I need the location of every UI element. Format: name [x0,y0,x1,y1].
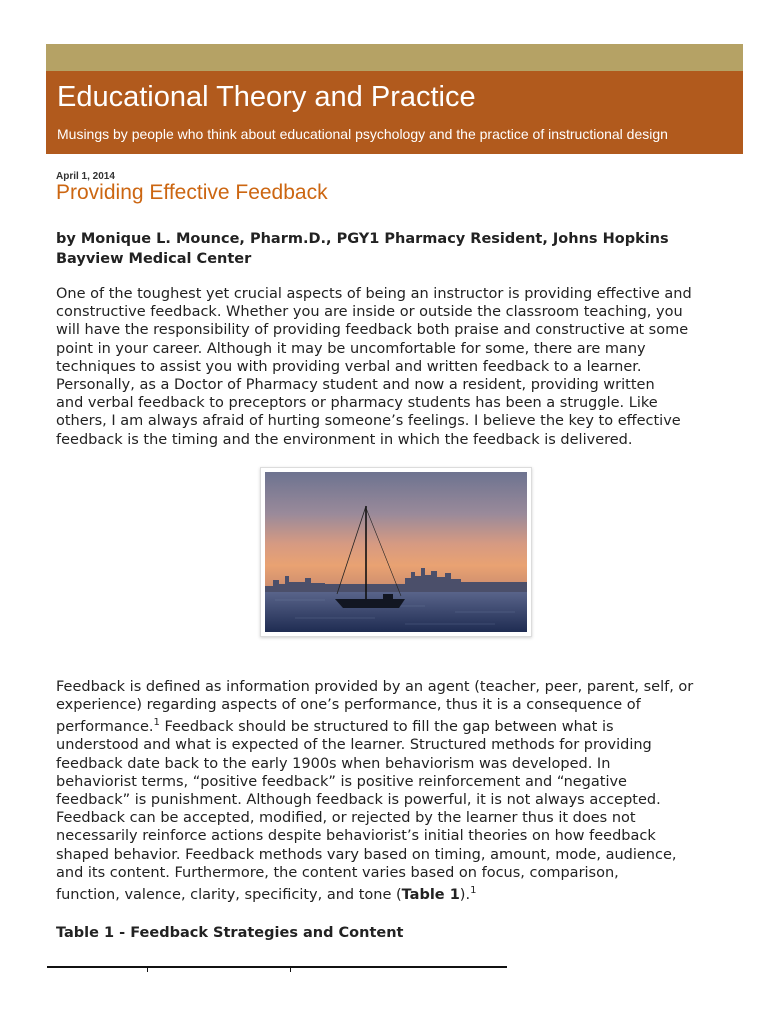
text-segment: performance. [56,719,154,736]
post-title[interactable]: Providing Effective Feedback [56,181,328,204]
text-line: feedback date back to the early 1900s when behaviorism was developed. In [56,755,611,772]
table-top-border [47,966,507,968]
sailboat-photo [260,467,532,637]
paragraph-definition [56,678,736,904]
blog-header [46,71,743,154]
text-line: will have the responsibility of providing feedback both praise and constructive at some [56,322,689,339]
text-line: techniques to assist you with providing verbal and written feedback to a learner. [56,358,642,375]
text-line: point in your career. Although it may be uncomfortable for some, there are many [56,340,646,357]
text-line: necessarily reinforce actions despite behaviorist’s initial theories on how feedback [56,828,656,845]
byline-line: Bayview Medical Center [56,251,252,267]
text-line [56,882,736,904]
text-segment: Feedback should be structured to fill the gap between what is [159,719,614,736]
text-line: shaped behavior. Feedback methods vary based on timing, amount, mode, audience, [56,846,677,863]
text-line: One of the toughest yet crucial aspects of being an instructor is providing effective and [56,286,692,302]
text-line: feedback is the timing and the environment in which the feedback is delivered. [56,431,633,448]
text-line: constructive feedback. Whether you are inside or outside the classroom teaching, you [56,304,683,321]
text-line: and verbal feedback to preceptors or pharmacy students has been a struggle. Like [56,395,658,412]
paragraph-intro [56,285,736,449]
table-reference: Table 1 [401,886,460,903]
blog-description: Musings by people who think about educational psychology and the practice of instructional design [57,126,668,142]
citation-superscript: 1 [470,885,477,897]
text-segment: function, valence, clarity, specificity, and tone ( [56,886,402,903]
citation-superscript: 1 [153,717,160,729]
text-segment: ). [459,886,471,903]
sailboat-sunset-image [265,472,527,632]
post-byline [56,229,716,269]
text-line [56,714,736,736]
byline-line: by Monique L. Mounce, Pharm.D., PGY1 Pharmacy Resident, Johns Hopkins [56,231,669,247]
text-line: Feedback is defined as information provided by an agent (teacher, peer, parent, self, or [56,679,694,695]
table-column-divider [290,966,291,972]
text-line: Personally, as a Doctor of Pharmacy student and now a resident, providing written [56,377,655,394]
post-date: April 1, 2014 [56,171,115,182]
blog-title[interactable]: Educational Theory and Practice [57,81,476,113]
text-line: experience) regarding aspects of one’s performance, thus it is a consequence of [56,697,641,714]
text-line: feedback” is punishment. Although feedback is powerful, it is not always accepted. [56,792,661,809]
text-line: Feedback can be accepted, modified, or rejected by the learner thus it does not [56,810,636,827]
table-column-divider [147,966,148,972]
text-line: and its content. Furthermore, the content varies based on focus, comparison, [56,864,619,881]
text-line: understood and what is expected of the learner. Structured methods for providing [56,737,652,754]
table-caption: Table 1 - Feedback Strategies and Content [56,925,404,941]
text-line: behaviorist terms, “positive feedback” is positive reinforcement and “negative [56,773,627,790]
text-line: others, I am always afraid of hurting someone’s feelings. I believe the key to effective [56,413,681,430]
header-top-bar [46,44,743,71]
